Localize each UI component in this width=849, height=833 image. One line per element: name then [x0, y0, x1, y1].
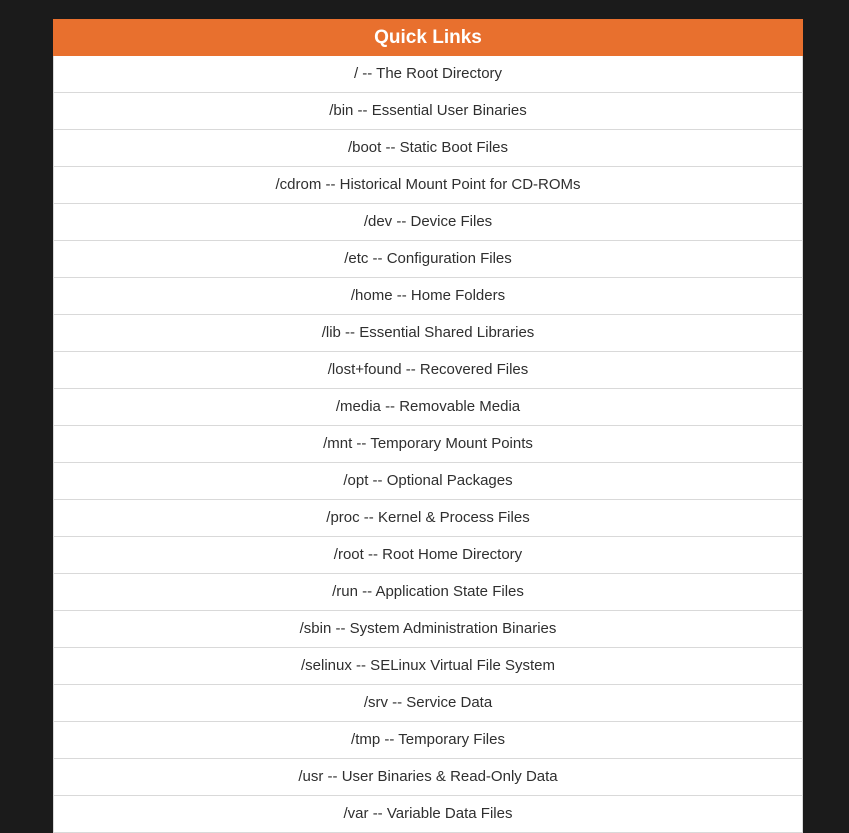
- quick-link[interactable]: /cdrom -- Historical Mount Point for CD-ROMs: [275, 176, 581, 193]
- quick-link[interactable]: /boot -- Static Boot Files: [347, 139, 509, 156]
- table-row: [54, 759, 803, 796]
- quick-link[interactable]: /sbin -- System Administration Binaries: [299, 620, 557, 637]
- table-row: [54, 611, 803, 648]
- quick-link[interactable]: /srv -- Service Data: [363, 694, 493, 711]
- quick-link[interactable]: /opt -- Optional Packages: [343, 472, 513, 489]
- quick-link[interactable]: /dev -- Device Files: [363, 213, 493, 230]
- quick-link[interactable]: /selinux -- SELinux Virtual File System: [301, 657, 555, 674]
- table-cell: [54, 278, 803, 315]
- quick-link[interactable]: /proc -- Kernel & Process Files: [326, 509, 530, 526]
- table-cell: [54, 796, 803, 833]
- table-cell: [54, 685, 803, 722]
- table-header-row: [54, 20, 803, 56]
- quick-link[interactable]: /bin -- Essential User Binaries: [329, 102, 527, 119]
- table-row: [54, 500, 803, 537]
- table-row: [54, 56, 803, 93]
- table-cell: [54, 130, 803, 167]
- table-row: [54, 389, 803, 426]
- quick-link[interactable]: / -- The Root Directory: [353, 65, 503, 82]
- quick-links-container: [53, 19, 803, 833]
- table-row: [54, 537, 803, 574]
- quick-link[interactable]: /run -- Application State Files: [332, 583, 524, 600]
- table-row: [54, 241, 803, 278]
- quick-links-table: [53, 19, 803, 833]
- quick-link[interactable]: /media -- Removable Media: [335, 398, 521, 415]
- table-cell: [54, 426, 803, 463]
- table-row: [54, 130, 803, 167]
- table-cell: [54, 204, 803, 241]
- table-cell: [54, 389, 803, 426]
- table-row: [54, 204, 803, 241]
- table-cell: [54, 352, 803, 389]
- table-cell: [54, 574, 803, 611]
- table-cell: [54, 93, 803, 130]
- table-header: Quick Links: [54, 20, 803, 56]
- table-cell: [54, 241, 803, 278]
- table-cell: [54, 537, 803, 574]
- table-cell: [54, 56, 803, 93]
- table-cell: [54, 315, 803, 352]
- table-row: [54, 278, 803, 315]
- quick-link[interactable]: /lib -- Essential Shared Libraries: [321, 324, 535, 341]
- table-cell: [54, 500, 803, 537]
- table-row: [54, 574, 803, 611]
- table-row: [54, 352, 803, 389]
- quick-link[interactable]: /etc -- Configuration Files: [344, 250, 512, 267]
- table-cell: [54, 759, 803, 796]
- table-row: [54, 315, 803, 352]
- table-row: [54, 796, 803, 833]
- quick-link[interactable]: /mnt -- Temporary Mount Points: [323, 435, 533, 452]
- table-cell: [54, 722, 803, 759]
- table-cell: [54, 611, 803, 648]
- table-cell: [54, 167, 803, 204]
- table-row: [54, 648, 803, 685]
- table-cell: [54, 463, 803, 500]
- table-body: [54, 56, 803, 833]
- table-cell: [54, 648, 803, 685]
- table-row: [54, 426, 803, 463]
- table-row: [54, 685, 803, 722]
- table-row: [54, 93, 803, 130]
- quick-link[interactable]: /usr -- User Binaries & Read-Only Data: [298, 768, 558, 785]
- quick-link[interactable]: /home -- Home Folders: [350, 287, 506, 304]
- table-row: [54, 463, 803, 500]
- table-row: [54, 722, 803, 759]
- quick-link[interactable]: /root -- Root Home Directory: [333, 546, 523, 563]
- quick-link[interactable]: /var -- Variable Data Files: [343, 805, 513, 822]
- quick-link[interactable]: /tmp -- Temporary Files: [351, 731, 505, 748]
- table-row: [54, 167, 803, 204]
- quick-link[interactable]: /lost+found -- Recovered Files: [327, 361, 529, 378]
